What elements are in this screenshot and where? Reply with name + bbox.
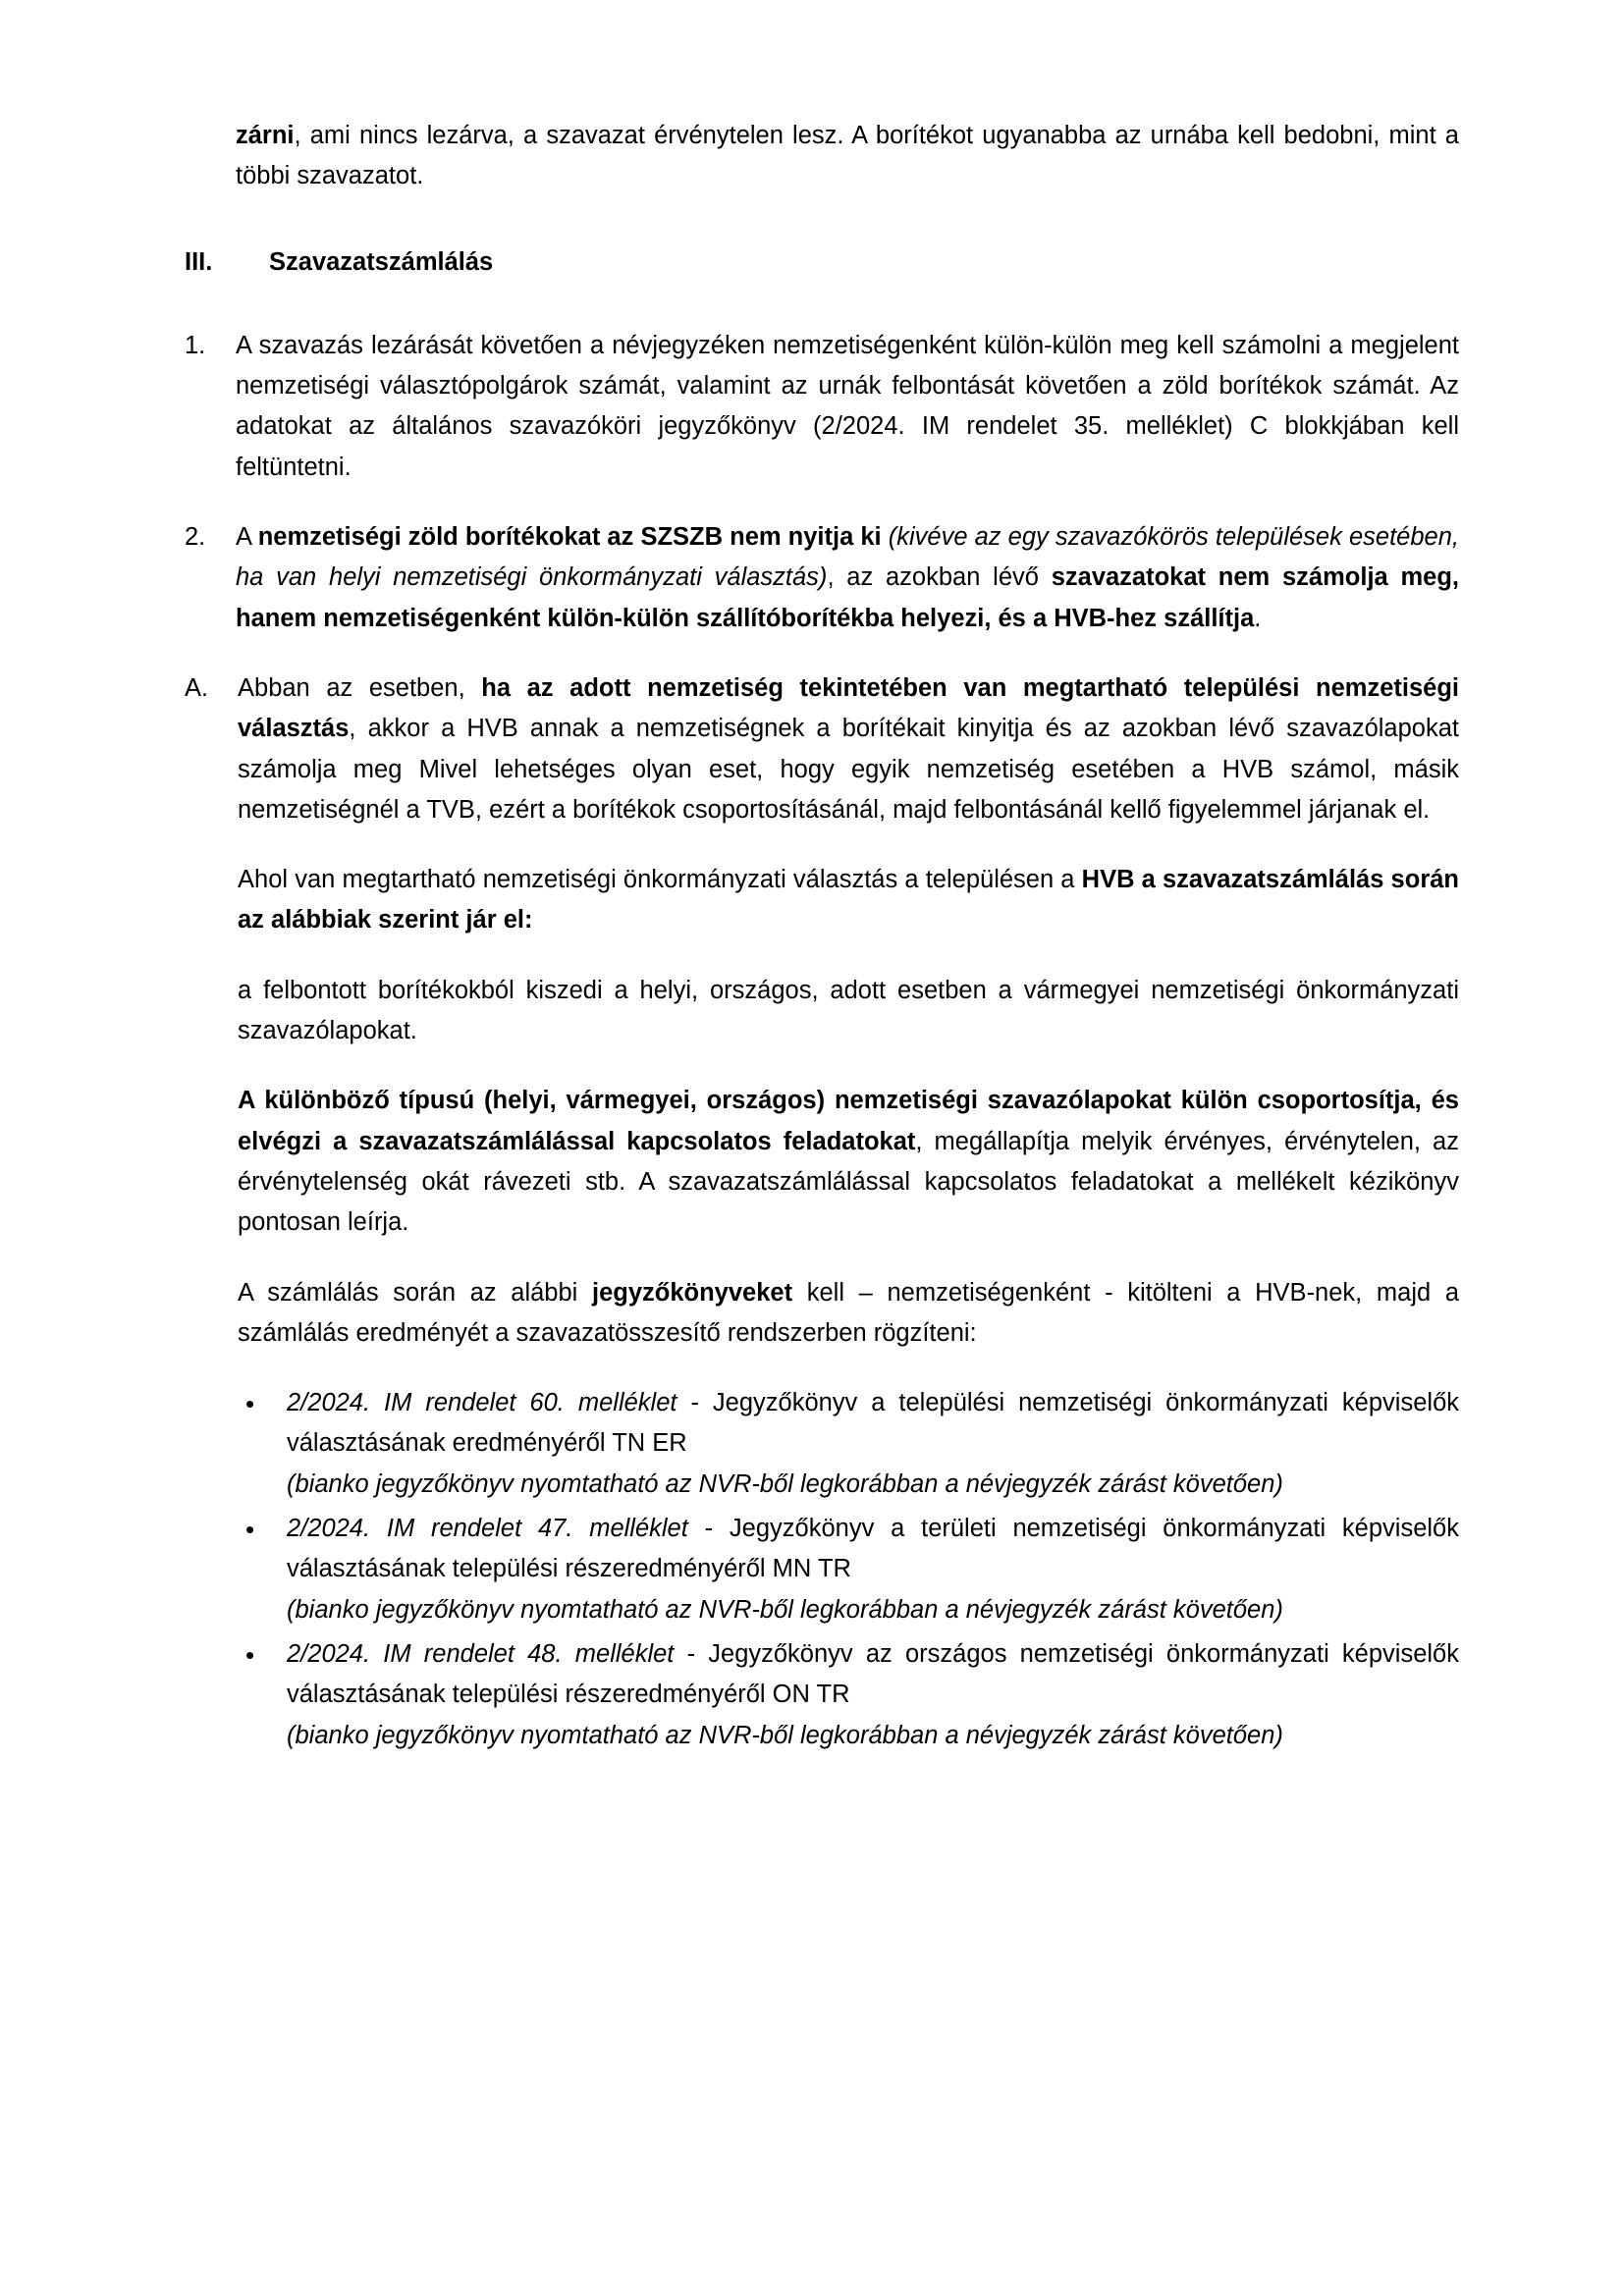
- item2-seg-italic-1: (kivéve az egy szavazókörös települések esetében, ha van helyi nemzetiségi önkormányzati választás): [236, 523, 1459, 592]
- item2-seg-plain-3: .: [1254, 604, 1262, 632]
- item2-seg-bold-1: nemzetiségi zöld borítékokat az SZSZB nem nyitja ki: [257, 523, 889, 552]
- bullet-item-3-head: [287, 1634, 1459, 1716]
- numbered-item-2: [185, 517, 1459, 639]
- bullet-item-2-head: [287, 1509, 1459, 1590]
- numbered-item-2-marker: 2.: [185, 523, 206, 552]
- numbered-item-2-text: [236, 517, 1459, 639]
- intro-rest: , ami nincs lezárva, a szavazat érvénytelen lesz. A borítékot ugyanabba az urnába kell bedobni, mint a többi szavazatot.: [236, 122, 1459, 190]
- alpha-p2-bold-1: HVB a szavazatszámlálás során az alábbiak szerint jár el:: [238, 866, 1459, 934]
- bullet-dot-icon: •: [245, 1515, 255, 1545]
- alpha-paragraph-4: [238, 1081, 1459, 1243]
- bullet-item-2-note-text: (bianko jegyzőkönyv nyomtatható az NVR-ből legkorábban a névjegyzék zárást követően): [287, 1595, 1283, 1624]
- numbered-item-1-marker: 1.: [185, 331, 206, 359]
- intro-bold-lead: zárni: [236, 122, 295, 149]
- alpha-item-a-marker: A.: [185, 673, 209, 702]
- alpha-p1-plain-2: , akkor a HVB annak a nemzetiségnek a borítékait kinyitja és az azokban lévő szavazólapokat számolja meg Mivel lehetséges olyan eset, hogy egyik nemzetiség esetében a HVB számol, másik nemzetiségnél a TVB, ezért a borítékok csoportosításánál, majd felbontásánál kellő figyelemmel járjanak el.: [238, 715, 1459, 824]
- alpha-paragraph-3: a felbontott borítékokból kiszedi a helyi, országos, adott esetben a vármegyei nemzetiségi önkormányzati szavazólapokat.: [238, 976, 1459, 1045]
- bullet-item-2-ref: 2/2024. IM rendelet 47. melléklet: [287, 1515, 688, 1543]
- bullet-dot-icon: •: [245, 1639, 255, 1670]
- section-heading: [185, 242, 1459, 283]
- item2-seg-plain-2: , az azokban lévő: [827, 563, 1052, 592]
- alpha-p4-bold-1: A különböző típusú (helyi, vármegyei, országos) nemzetiségi szavazólapokat külön csoportosítja, és elvégzi a szavazatszámlálással kapcsolatos feladatokat: [238, 1087, 1459, 1155]
- item2-seg-bold-2: szavazatokat nem számolja meg, hanem nemzetiségenként külön-külön szállítóborítékba helyezi, és a HVB-hez szállítja: [236, 563, 1459, 632]
- alpha-list: [185, 668, 1459, 1383]
- alpha-item-a-body: [238, 668, 1459, 1383]
- alpha-p1-plain-1: Abban az esetben,: [238, 673, 482, 702]
- bullet-item-1: [185, 1383, 1459, 1505]
- bullet-item-1-head: [287, 1383, 1459, 1465]
- bullet-item-3-desc: - Jegyzőkönyv az országos nemzetiségi önkormányzati képviselők választásának települési részeredményéről ON TR: [287, 1639, 1459, 1709]
- bullet-item-2-note: [287, 1590, 1459, 1630]
- section-heading-title: Szavazatszámlálás: [269, 247, 494, 276]
- document-body: [185, 116, 1459, 1756]
- alpha-paragraph-1: [238, 668, 1459, 830]
- item2-seg-plain-1: A: [236, 523, 258, 552]
- bullet-item-1-note: [287, 1465, 1459, 1505]
- bullet-item-3-note: [287, 1716, 1459, 1756]
- bullet-dot-icon: •: [245, 1389, 255, 1419]
- alpha-paragraph-5: [238, 1273, 1459, 1355]
- alpha-item-a: [185, 668, 1459, 1383]
- alpha-p4-plain-1: , megállapítja melyik érvényes, érvénytelen, az érvénytelenség okát rávezeti stb. A szavazatszámlálással kapcsolatos feladatokat a mellékelt kézikönyv pontosan leírja.: [238, 1127, 1459, 1237]
- intro-paragraph: [185, 116, 1459, 197]
- alpha-paragraph-2: [238, 860, 1459, 941]
- bullet-item-1-ref: 2/2024. IM rendelet 60. melléklet: [287, 1389, 677, 1417]
- alpha-p5-plain-2: kell – nemzetiségenként - kitölteni a HVB-nek, majd a számlálás eredményét a szavazatösszesítő rendszerben rögzíteni:: [238, 1278, 1459, 1347]
- alpha-p1-bold-1: ha az adott nemzetiség tekintetében van megtartható települési nemzetiségi választás: [238, 673, 1459, 743]
- alpha-p5-plain-1: A számlálás során az alábbi: [238, 1278, 592, 1307]
- alpha-p5-bold-1: jegyzőkönyveket: [591, 1278, 793, 1307]
- section-heading-number: III.: [185, 247, 213, 276]
- bullet-item-3-note-text: (bianko jegyzőkönyv nyomtatható az NVR-ből legkorábban a névjegyzék zárást követően): [287, 1721, 1283, 1749]
- bullet-item-3-ref: 2/2024. IM rendelet 48. melléklet: [287, 1639, 675, 1668]
- bullet-item-3: [185, 1634, 1459, 1756]
- bullet-item-2-body: [287, 1509, 1459, 1630]
- numbered-list: [185, 326, 1459, 639]
- alpha-p2-plain-1: Ahol van megtartható nemzetiségi önkormányzati választás a településen a: [238, 866, 1082, 894]
- bullet-item-1-desc: - Jegyzőkönyv a települési nemzetiségi önkormányzati képviselők választásának eredményéről TN ER: [287, 1389, 1459, 1458]
- numbered-item-1: [185, 326, 1459, 488]
- bullet-item-2-desc: - Jegyzőkönyv a területi nemzetiségi önkormányzati képviselők választásának települési részeredményéről MN TR: [287, 1515, 1459, 1583]
- bullet-item-2: [185, 1509, 1459, 1630]
- bullet-list: [185, 1383, 1459, 1756]
- bullet-item-3-body: [287, 1634, 1459, 1756]
- bullet-item-1-note-text: (bianko jegyzőkönyv nyomtatható az NVR-ből legkorábban a névjegyzék zárást követően): [287, 1469, 1283, 1498]
- bullet-item-1-body: [287, 1383, 1459, 1505]
- numbered-item-1-text: A szavazás lezárását követően a névjegyzéken nemzetiségenként külön-külön meg kell számolni a megjelent nemzetiségi választópolgárok számát, valamint az urnák felbontását követően a zöld borítékok számát. Az adatokat az általános szavazóköri jegyzőkönyv (2/2024. IM rendelet 35. melléklet) C blokkjában kell feltüntetni.: [236, 331, 1459, 481]
